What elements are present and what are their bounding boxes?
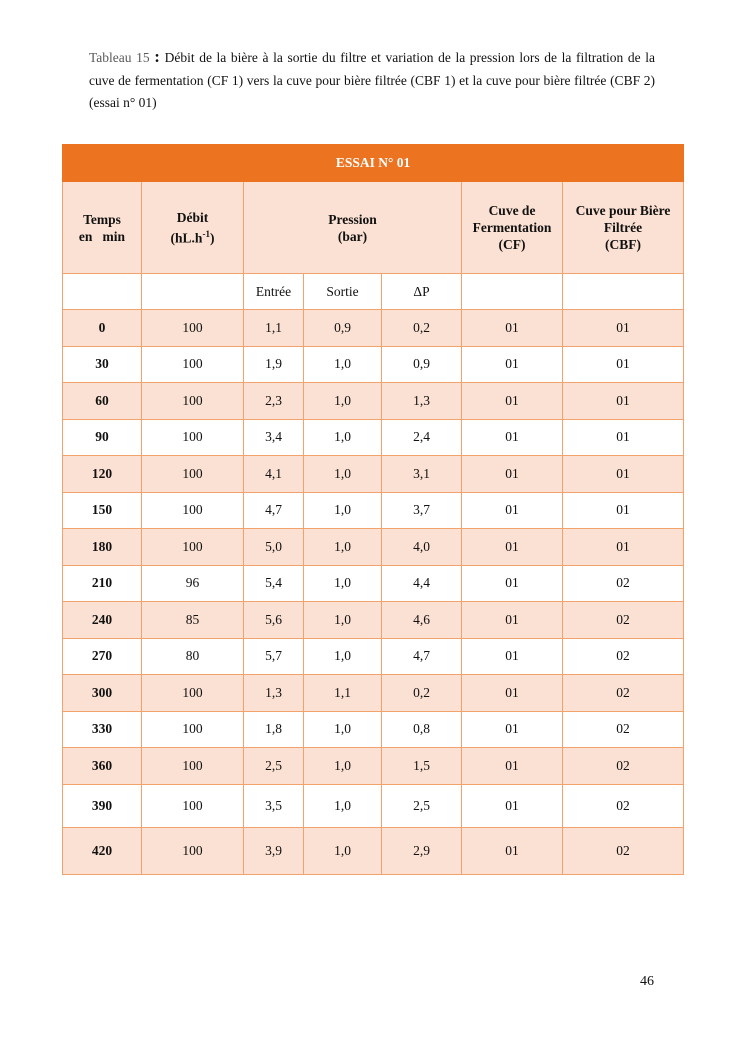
cell-cbf: 02 [563, 748, 684, 785]
cell-cf: 01 [462, 784, 563, 827]
cell-debit: 100 [142, 529, 244, 566]
header-debit: Débit $(hL.h^{-1})$ [142, 182, 244, 274]
cell-sortie: 1,1 [304, 675, 382, 712]
cell-cf: 01 [462, 456, 563, 493]
cell-temps: 120 [63, 456, 142, 493]
cell-debit: 100 [142, 827, 244, 874]
cell-delta-p: 2,5 [382, 784, 462, 827]
cell-entree: 1,3 [244, 675, 304, 712]
cell-temps: 240 [63, 602, 142, 639]
cell-entree: 1,1 [244, 310, 304, 347]
cell-cbf: 01 [563, 419, 684, 456]
caption-colon: : [154, 47, 160, 66]
cell-cf: 01 [462, 346, 563, 383]
subheader-entree: Entrée [244, 274, 304, 310]
cell-entree: 4,1 [244, 456, 304, 493]
cell-delta-p: 4,6 [382, 602, 462, 639]
cell-entree: 2,3 [244, 383, 304, 420]
subheader-empty [563, 274, 684, 310]
cell-sortie: 1,0 [304, 419, 382, 456]
table-subheader-row [63, 274, 684, 310]
subheader-empty [142, 274, 244, 310]
table-row [63, 419, 684, 456]
cell-cf: 01 [462, 529, 563, 566]
table-caption [89, 47, 655, 115]
cell-cbf: 01 [563, 346, 684, 383]
table-title-row [63, 145, 684, 182]
table-row [63, 383, 684, 420]
cell-delta-p: 0,2 [382, 675, 462, 712]
cell-temps: 0 [63, 310, 142, 347]
cell-delta-p: 4,7 [382, 638, 462, 675]
cell-delta-p: 3,1 [382, 456, 462, 493]
cell-temps: 210 [63, 565, 142, 602]
cell-temps: 150 [63, 492, 142, 529]
cell-delta-p: 2,4 [382, 419, 462, 456]
cell-debit: 100 [142, 675, 244, 712]
cell-cf: 01 [462, 565, 563, 602]
table-row [63, 748, 684, 785]
table-row [63, 529, 684, 566]
cell-sortie: 1,0 [304, 748, 382, 785]
table-row [63, 346, 684, 383]
cell-cbf: 01 [563, 383, 684, 420]
cell-entree: 2,5 [244, 748, 304, 785]
table-row [63, 827, 684, 874]
header-cuve-biere-filtree: Cuve pour Bière Filtrée (CBF) [563, 182, 684, 274]
header-cuve-fermentation: Cuve de Fermentation (CF) [462, 182, 563, 274]
cell-cf: 01 [462, 602, 563, 639]
subheader-delta-p: ΔP [382, 274, 462, 310]
subheader-sortie: Sortie [304, 274, 382, 310]
cell-delta-p: 4,0 [382, 529, 462, 566]
cell-entree: 4,7 [244, 492, 304, 529]
header-pression: Pression (bar) [244, 182, 462, 274]
page-number: 46 [640, 974, 654, 989]
cell-debit: 100 [142, 784, 244, 827]
cell-delta-p: 1,3 [382, 383, 462, 420]
cell-entree: 3,9 [244, 827, 304, 874]
cell-sortie: 1,0 [304, 492, 382, 529]
cell-debit: 100 [142, 711, 244, 748]
cell-delta-p: 0,9 [382, 346, 462, 383]
table-row [63, 675, 684, 712]
cell-cf: 01 [462, 675, 563, 712]
cell-sortie: 1,0 [304, 456, 382, 493]
caption-label: Tableau 15 [89, 50, 150, 65]
results-table [62, 144, 684, 875]
cell-cf: 01 [462, 310, 563, 347]
cell-cf: 01 [462, 748, 563, 785]
cell-cbf: 02 [563, 827, 684, 874]
cell-debit: 100 [142, 456, 244, 493]
cell-delta-p: 3,7 [382, 492, 462, 529]
table-row [63, 310, 684, 347]
cell-entree: 5,4 [244, 565, 304, 602]
cell-entree: 3,5 [244, 784, 304, 827]
cell-temps: 330 [63, 711, 142, 748]
cell-delta-p: 0,2 [382, 310, 462, 347]
cell-cf: 01 [462, 383, 563, 420]
cell-entree: 5,0 [244, 529, 304, 566]
cell-cbf: 01 [563, 310, 684, 347]
subheader-empty [462, 274, 563, 310]
cell-cbf: 01 [563, 456, 684, 493]
cell-temps: 360 [63, 748, 142, 785]
cell-cbf: 02 [563, 602, 684, 639]
cell-delta-p: 0,8 [382, 711, 462, 748]
cell-sortie: 1,0 [304, 565, 382, 602]
cell-delta-p: 1,5 [382, 748, 462, 785]
cell-cbf: 02 [563, 638, 684, 675]
cell-temps: 30 [63, 346, 142, 383]
header-temps: Temps en min [63, 182, 142, 274]
cell-sortie: 1,0 [304, 529, 382, 566]
cell-temps: 390 [63, 784, 142, 827]
table-row [63, 456, 684, 493]
cell-sortie: 1,0 [304, 784, 382, 827]
cell-entree: 5,6 [244, 602, 304, 639]
cell-cbf: 02 [563, 675, 684, 712]
cell-cf: 01 [462, 638, 563, 675]
cell-debit: 85 [142, 602, 244, 639]
cell-temps: 90 [63, 419, 142, 456]
table-row [63, 784, 684, 827]
table-row [63, 602, 684, 639]
cell-sortie: 1,0 [304, 602, 382, 639]
table-row [63, 565, 684, 602]
cell-debit: 100 [142, 310, 244, 347]
cell-entree: 1,8 [244, 711, 304, 748]
table-row [63, 638, 684, 675]
cell-delta-p: 4,4 [382, 565, 462, 602]
cell-debit: 100 [142, 419, 244, 456]
cell-debit: 100 [142, 346, 244, 383]
cell-entree: 5,7 [244, 638, 304, 675]
caption-text: Débit de la bière à la sortie du filtre et variation de la pression lors de la filtration de la cuve de fermentation (CF 1) vers la cuve pour bière filtrée (CBF 1) et la cuve pour bière filtrée (CBF 2) (essai n° 01) [89, 50, 655, 110]
cell-cf: 01 [462, 492, 563, 529]
cell-debit: 100 [142, 748, 244, 785]
cell-delta-p: 2,9 [382, 827, 462, 874]
cell-sortie: 1,0 [304, 711, 382, 748]
cell-debit: 96 [142, 565, 244, 602]
cell-debit: 100 [142, 383, 244, 420]
cell-cbf: 01 [563, 492, 684, 529]
cell-cbf: 02 [563, 565, 684, 602]
table-row [63, 711, 684, 748]
cell-cbf: 01 [563, 529, 684, 566]
cell-cf: 01 [462, 827, 563, 874]
cell-temps: 300 [63, 675, 142, 712]
cell-sortie: 1,0 [304, 638, 382, 675]
subheader-empty [63, 274, 142, 310]
cell-entree: 3,4 [244, 419, 304, 456]
cell-temps: 180 [63, 529, 142, 566]
cell-cbf: 02 [563, 711, 684, 748]
cell-temps: 420 [63, 827, 142, 874]
cell-cf: 01 [462, 711, 563, 748]
table-header-row [63, 182, 684, 274]
table-row [63, 492, 684, 529]
cell-sortie: 1,0 [304, 827, 382, 874]
cell-sortie: 1,0 [304, 346, 382, 383]
cell-sortie: 1,0 [304, 383, 382, 420]
cell-debit: 100 [142, 492, 244, 529]
cell-cbf: 02 [563, 784, 684, 827]
cell-entree: 1,9 [244, 346, 304, 383]
cell-temps: 60 [63, 383, 142, 420]
table-title: ESSAI N° 01 [63, 145, 684, 182]
cell-sortie: 0,9 [304, 310, 382, 347]
cell-debit: 80 [142, 638, 244, 675]
cell-temps: 270 [63, 638, 142, 675]
cell-cf: 01 [462, 419, 563, 456]
